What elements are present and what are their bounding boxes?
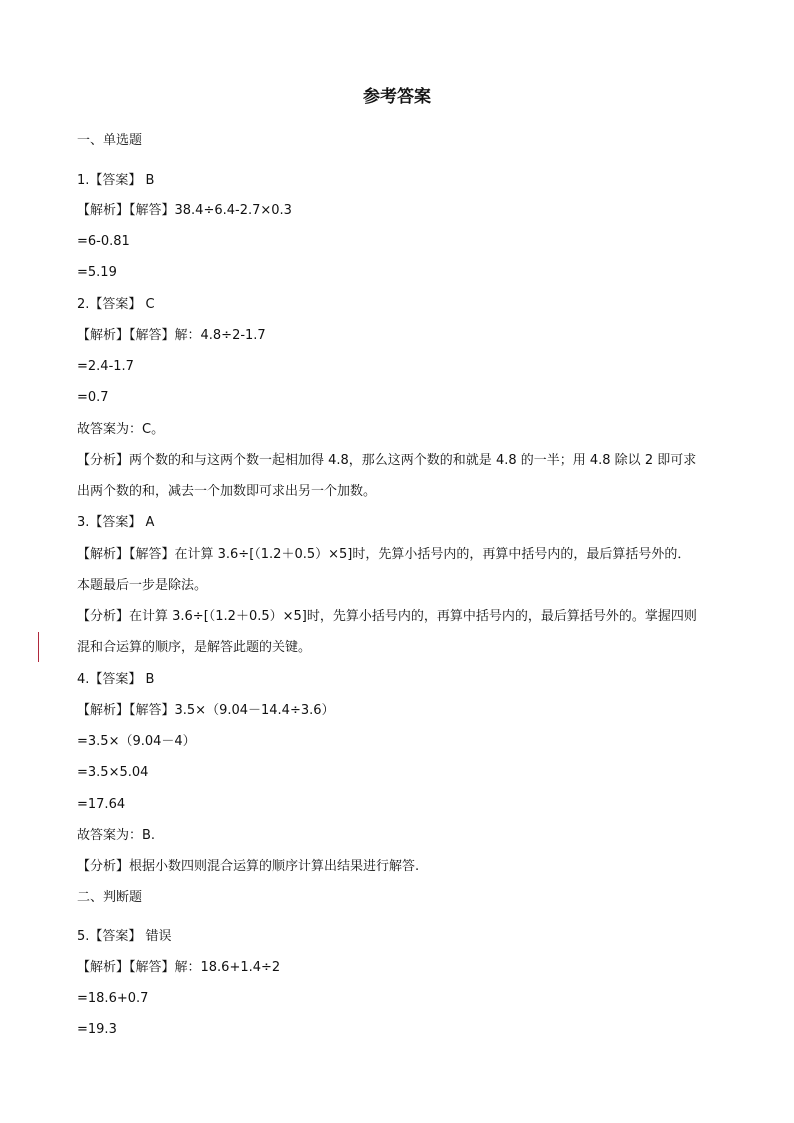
- q5-answer: 5.【答案】 错误: [77, 929, 172, 944]
- q3-comment-line-1: 【分析】在计算 3.6÷[（1.2＋0.5）×5]时，先算小括号内的，再算中括号内的，最后算括号外的。掌握四则: [77, 609, 697, 624]
- section-heading-true-false: 二、判断题: [77, 890, 143, 905]
- q1-step-1: =6-0.81: [77, 234, 130, 249]
- q5-analysis: 【解析】【解答】解：18.6+1.4÷2: [77, 960, 281, 975]
- q4-comment: 【分析】根据小数四则混合运算的顺序计算出结果进行解答.: [77, 859, 420, 874]
- q1-step-2: =5.19: [77, 265, 117, 280]
- q5-step-1: =18.6+0.7: [77, 991, 149, 1006]
- q2-comment-line-2: 出两个数的和，减去一个加数即可求出另一个加数。: [77, 484, 377, 499]
- q2-answer: 2.【答案】 C: [77, 297, 155, 312]
- margin-line-marker: [38, 632, 39, 662]
- q4-analysis: 【解析】【解答】3.5×（9.04－14.4÷3.6）: [77, 703, 335, 718]
- q2-comment-line-1: 【分析】两个数的和与这两个数一起相加得 4.8，那么这两个数的和就是 4.8 的一半；用 4.8 除以 2 即可求: [77, 453, 697, 468]
- q2-step-2: =0.7: [77, 390, 109, 405]
- q3-comment-line-2: 混和合运算的顺序，是解答此题的关键。: [77, 640, 312, 655]
- page-title: 参考答案: [363, 87, 431, 107]
- q2-step-1: =2.4-1.7: [77, 359, 134, 374]
- q3-analysis-line-2: 本题最后一步是除法。: [77, 578, 208, 593]
- q2-analysis: 【解析】【解答】解：4.8÷2-1.7: [77, 328, 266, 343]
- q4-conclusion: 故答案为：B.: [77, 828, 156, 843]
- q2-conclusion: 故答案为：C。: [77, 422, 165, 437]
- q4-step-2: =3.5×5.04: [77, 765, 149, 780]
- q1-analysis: 【解析】【解答】38.4÷6.4-2.7×0.3: [77, 203, 292, 218]
- section-heading-single-choice: 一、单选题: [77, 133, 143, 148]
- q4-answer: 4.【答案】 B: [77, 672, 155, 687]
- q4-step-3: =17.64: [77, 797, 126, 812]
- q4-step-1: =3.5×（9.04－4）: [77, 734, 196, 749]
- q1-answer: 1.【答案】 B: [77, 173, 155, 188]
- q5-step-2: =19.3: [77, 1022, 117, 1037]
- q3-analysis-line-1: 【解析】【解答】在计算 3.6÷[（1.2＋0.5）×5]时，先算小括号内的，再算中括号内的，最后算括号外的．: [77, 547, 691, 562]
- q3-answer: 3.【答案】 A: [77, 515, 155, 530]
